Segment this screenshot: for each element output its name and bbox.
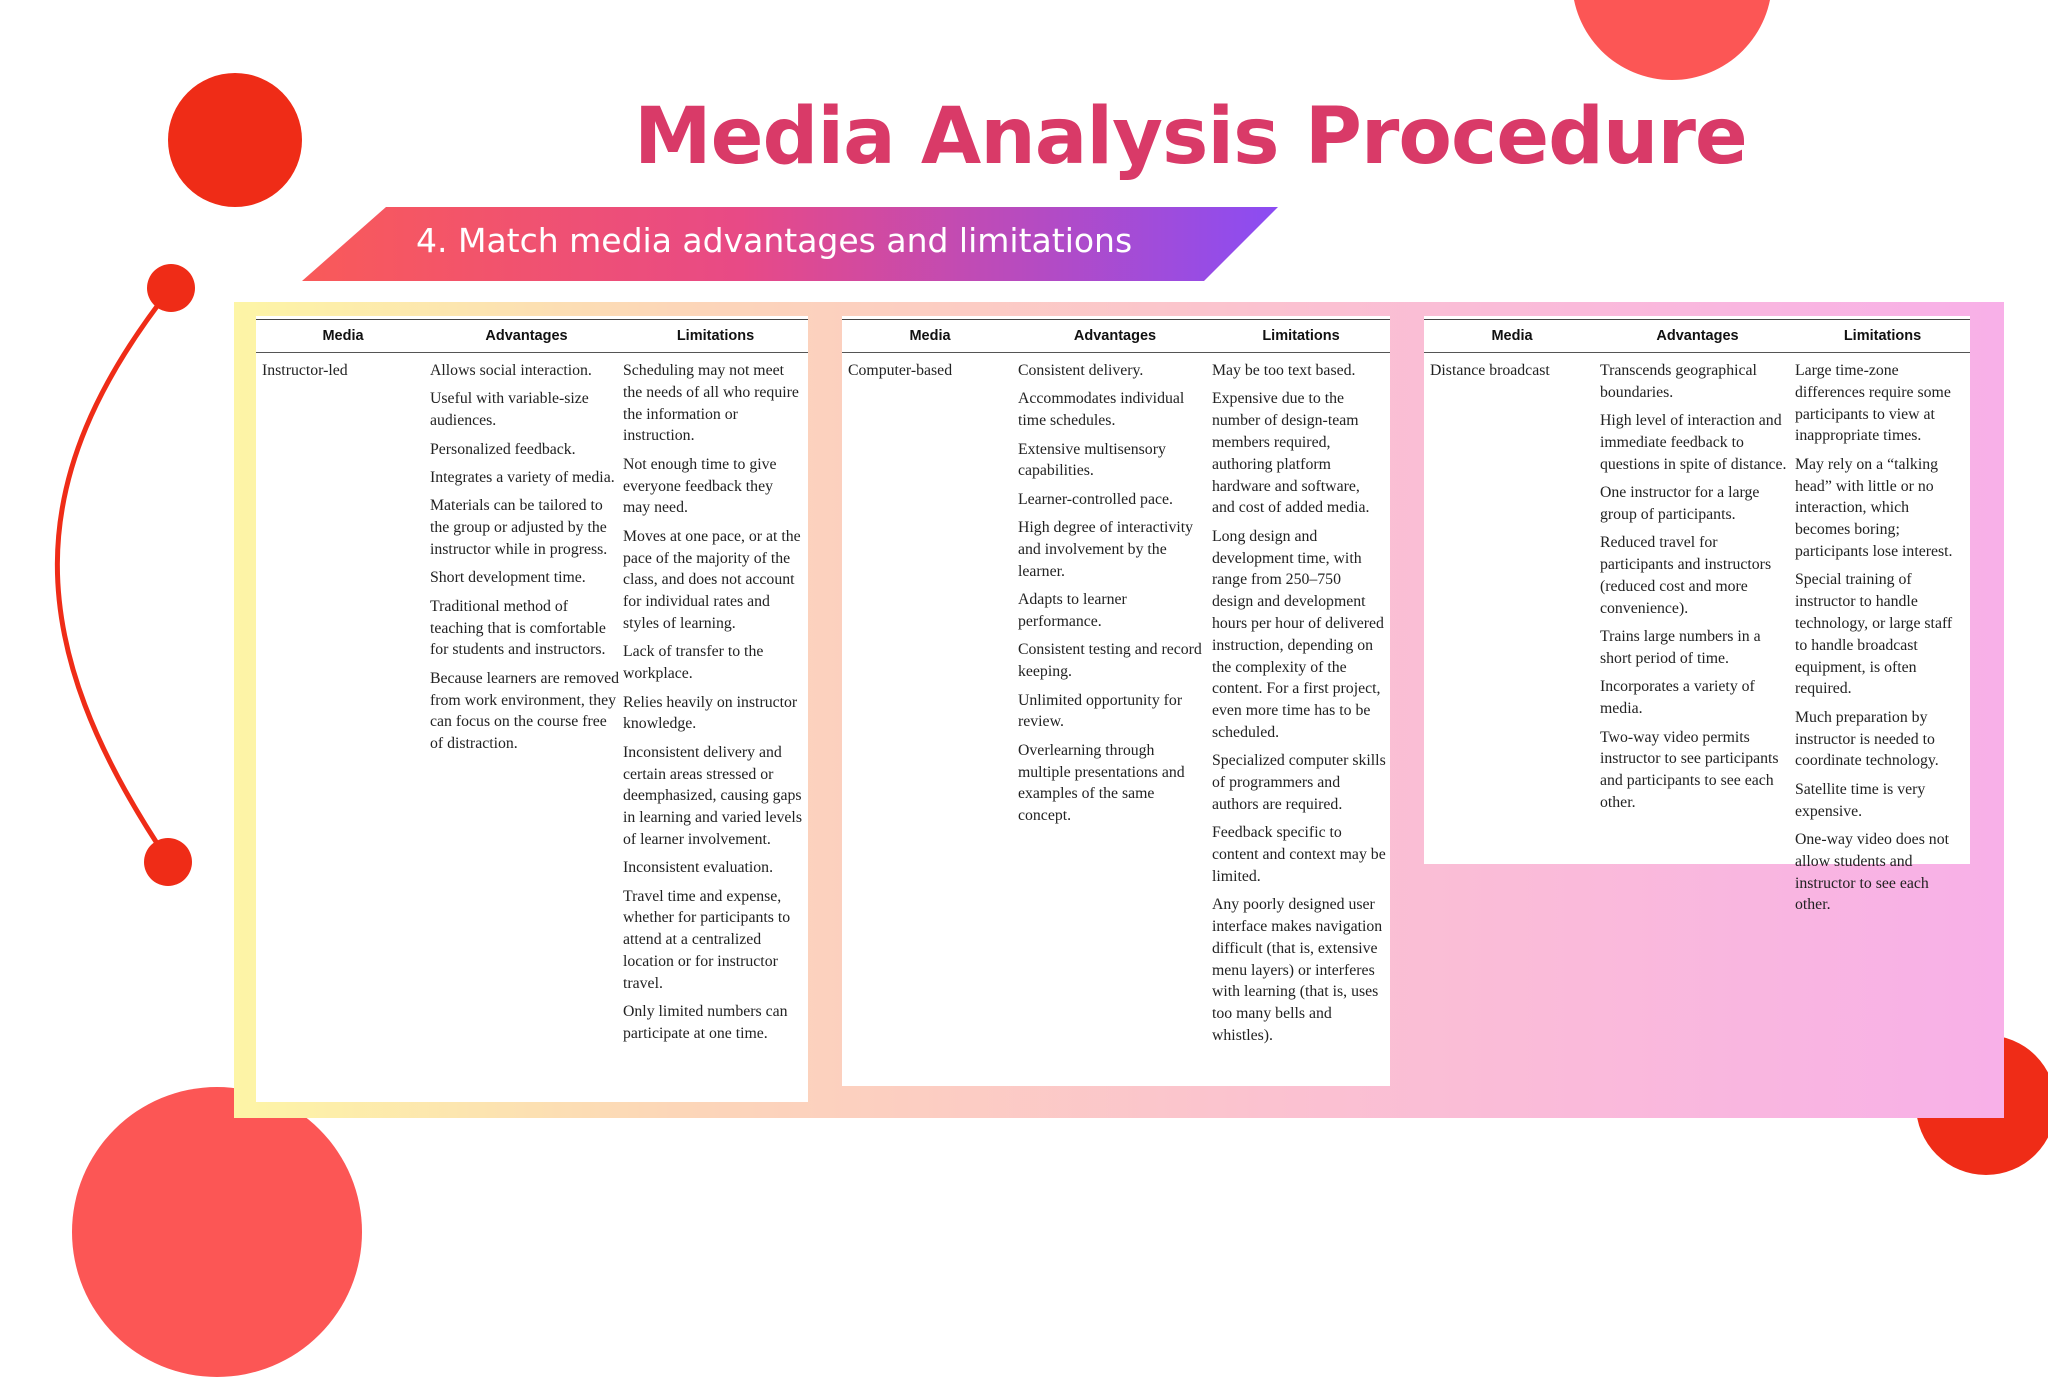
limitations-cell bbox=[1795, 353, 1970, 923]
advantage-item: One instructor for a large group of participants. bbox=[1600, 484, 1760, 523]
advantage-item: Consistent delivery. bbox=[1018, 362, 1144, 379]
decorative-circle-left bbox=[168, 73, 302, 207]
media-table bbox=[1424, 319, 1970, 923]
limitation-item: Any poorly designed user interface makes navigation difficult (that is, extensive menu layers) or interferes with learning (that is, uses too many bells and whistles). bbox=[1212, 896, 1383, 1045]
limitation-item: May be too text based. bbox=[1212, 362, 1356, 379]
advantage-item: Personalized feedback. bbox=[430, 440, 576, 458]
limitation-item: Inconsistent evaluation. bbox=[623, 859, 774, 877]
limitation-item: Scheduling may not meet the needs of all who require the information or instruction. bbox=[623, 362, 799, 445]
table-header-row bbox=[256, 320, 808, 353]
limitation-item: Specialized computer skills of programmers and authors are required. bbox=[1212, 752, 1386, 813]
header-limitations: Limitations bbox=[1212, 320, 1390, 353]
limitation-item: Long design and development time, with range from 250–750 design and development hours per hour of delivered instruction, depending on the complexity of the content. For a first project, even more time has to be scheduled. bbox=[1212, 527, 1384, 741]
header-advantages: Advantages bbox=[1018, 320, 1212, 353]
header-media: Media bbox=[256, 320, 430, 353]
media-table-card-instructor-led bbox=[256, 316, 808, 1102]
advantage-item: Short development time. bbox=[430, 569, 586, 587]
limitations-cell bbox=[623, 353, 808, 1052]
advantage-item: Adapts to learner performance. bbox=[1018, 591, 1127, 630]
table-row bbox=[842, 353, 1390, 1054]
header-advantages: Advantages bbox=[1600, 320, 1795, 353]
limitation-item: Large time-zone differences require some participants to view at inappropriate times. bbox=[1795, 362, 1951, 445]
advantage-item: Trains large numbers in a short period of time. bbox=[1600, 628, 1761, 667]
advantage-item: Extensive multisensory capabilities. bbox=[1018, 440, 1166, 480]
limitation-item: Much preparation by instructor is needed to coordinate technology. bbox=[1795, 708, 1939, 770]
advantage-item: Overlearning through multiple presentations and examples of the same concept. bbox=[1018, 741, 1185, 825]
media-type: Distance broadcast bbox=[1430, 362, 1550, 379]
advantage-item: Incorporates a variety of media. bbox=[1600, 678, 1755, 718]
advantage-item: High degree of interactivity and involvement by the learner. bbox=[1018, 519, 1194, 580]
arc-dot-top bbox=[147, 264, 195, 312]
advantage-item: Consistent testing and record keeping. bbox=[1018, 641, 1202, 681]
header-limitations: Limitations bbox=[623, 320, 808, 353]
advantage-item: Integrates a variety of media. bbox=[430, 468, 615, 486]
media-table bbox=[842, 319, 1390, 1053]
advantage-item: Materials can be tailored to the group or adjusted by the instructor while in progress. bbox=[430, 497, 608, 558]
table-row bbox=[1424, 353, 1970, 923]
limitation-item: Satellite time is very expensive. bbox=[1795, 780, 1926, 820]
advantage-item: Learner-controlled pace. bbox=[1018, 490, 1173, 508]
media-type: Computer-based bbox=[848, 362, 953, 379]
advantage-item: Allows social interaction. bbox=[430, 362, 592, 379]
limitation-item: Feedback specific to content and context may be limited. bbox=[1212, 824, 1386, 885]
table-row bbox=[256, 353, 808, 1052]
limitation-item: Relies heavily on instructor knowledge. bbox=[623, 693, 798, 733]
media-table bbox=[256, 319, 808, 1051]
section-banner-text: 4. Match media advantages and limitations bbox=[416, 221, 1133, 260]
arc-dot-bottom bbox=[144, 838, 192, 886]
media-type-cell bbox=[1424, 353, 1600, 923]
advantage-item: Two-way video permits instructor to see participants and participants to see each other. bbox=[1600, 728, 1779, 811]
advantage-item: Transcends geographical boundaries. bbox=[1600, 362, 1757, 401]
limitation-item: Inconsistent delivery and certain areas stressed or deemphasized, causing gaps in learning and varied levels of learner involvement. bbox=[623, 743, 802, 848]
limitation-item: Not enough time to give everyone feedback they may need. bbox=[623, 455, 777, 517]
advantage-item: High level of interaction and immediate feedback to questions in spite of distance. bbox=[1600, 412, 1787, 473]
media-type: Instructor-led bbox=[262, 362, 348, 379]
header-media: Media bbox=[842, 320, 1018, 353]
header-limitations: Limitations bbox=[1795, 320, 1970, 353]
media-type-cell bbox=[256, 353, 430, 1052]
advantage-item: Accommodates individual time schedules. bbox=[1018, 390, 1185, 430]
limitation-item: Special training of instructor to handle technology, or large staff to handle broadcast equipment, is often required. bbox=[1795, 571, 1953, 698]
page-title: Media Analysis Procedure bbox=[634, 92, 1747, 182]
advantage-item: Because learners are removed from work environment, they can focus on the course free of distraction. bbox=[430, 669, 620, 753]
decorative-circle-bottom-left bbox=[72, 1087, 362, 1377]
limitation-item: One-way video does not allow students and instructor to see each other. bbox=[1795, 830, 1949, 914]
advantage-item: Traditional method of teaching that is comfortable for students and instructors. bbox=[430, 597, 606, 659]
limitation-item: May rely on a “talking head” with little or no interaction, which becomes boring; participants lose interest. bbox=[1795, 455, 1953, 560]
advantage-item: Reduced travel for participants and instructors (reduced cost and more convenience). bbox=[1600, 534, 1772, 617]
limitation-item: Moves at one pace, or at the pace of the majority of the class, and does not account for individual rates and styles of learning. bbox=[623, 527, 801, 632]
decorative-circle-top-right bbox=[1572, 0, 1772, 80]
media-table-card-computer-based bbox=[842, 316, 1390, 1086]
advantage-item: Useful with variable-size audiences. bbox=[430, 390, 589, 430]
advantages-cell bbox=[1018, 353, 1212, 1054]
limitation-item: Expensive due to the number of design-team members required, authoring platform hardware and software, and cost of added media. bbox=[1212, 390, 1370, 517]
table-header-row bbox=[1424, 320, 1970, 353]
advantage-item: Unlimited opportunity for review. bbox=[1018, 691, 1183, 731]
limitations-cell bbox=[1212, 353, 1390, 1054]
header-advantages: Advantages bbox=[430, 320, 623, 353]
advantages-cell bbox=[1600, 353, 1795, 923]
advantages-cell bbox=[430, 353, 623, 1052]
media-table-card-distance-broadcast bbox=[1424, 316, 1970, 914]
table-header-row bbox=[842, 320, 1390, 353]
limitation-item: Lack of transfer to the workplace. bbox=[623, 643, 764, 683]
limitation-item: Only limited numbers can participate at one time. bbox=[623, 1003, 788, 1043]
media-type-cell bbox=[842, 353, 1018, 1054]
limitation-item: Travel time and expense, whether for participants to attend at a centralized location or for instructor travel. bbox=[623, 887, 791, 992]
header-media: Media bbox=[1424, 320, 1600, 353]
